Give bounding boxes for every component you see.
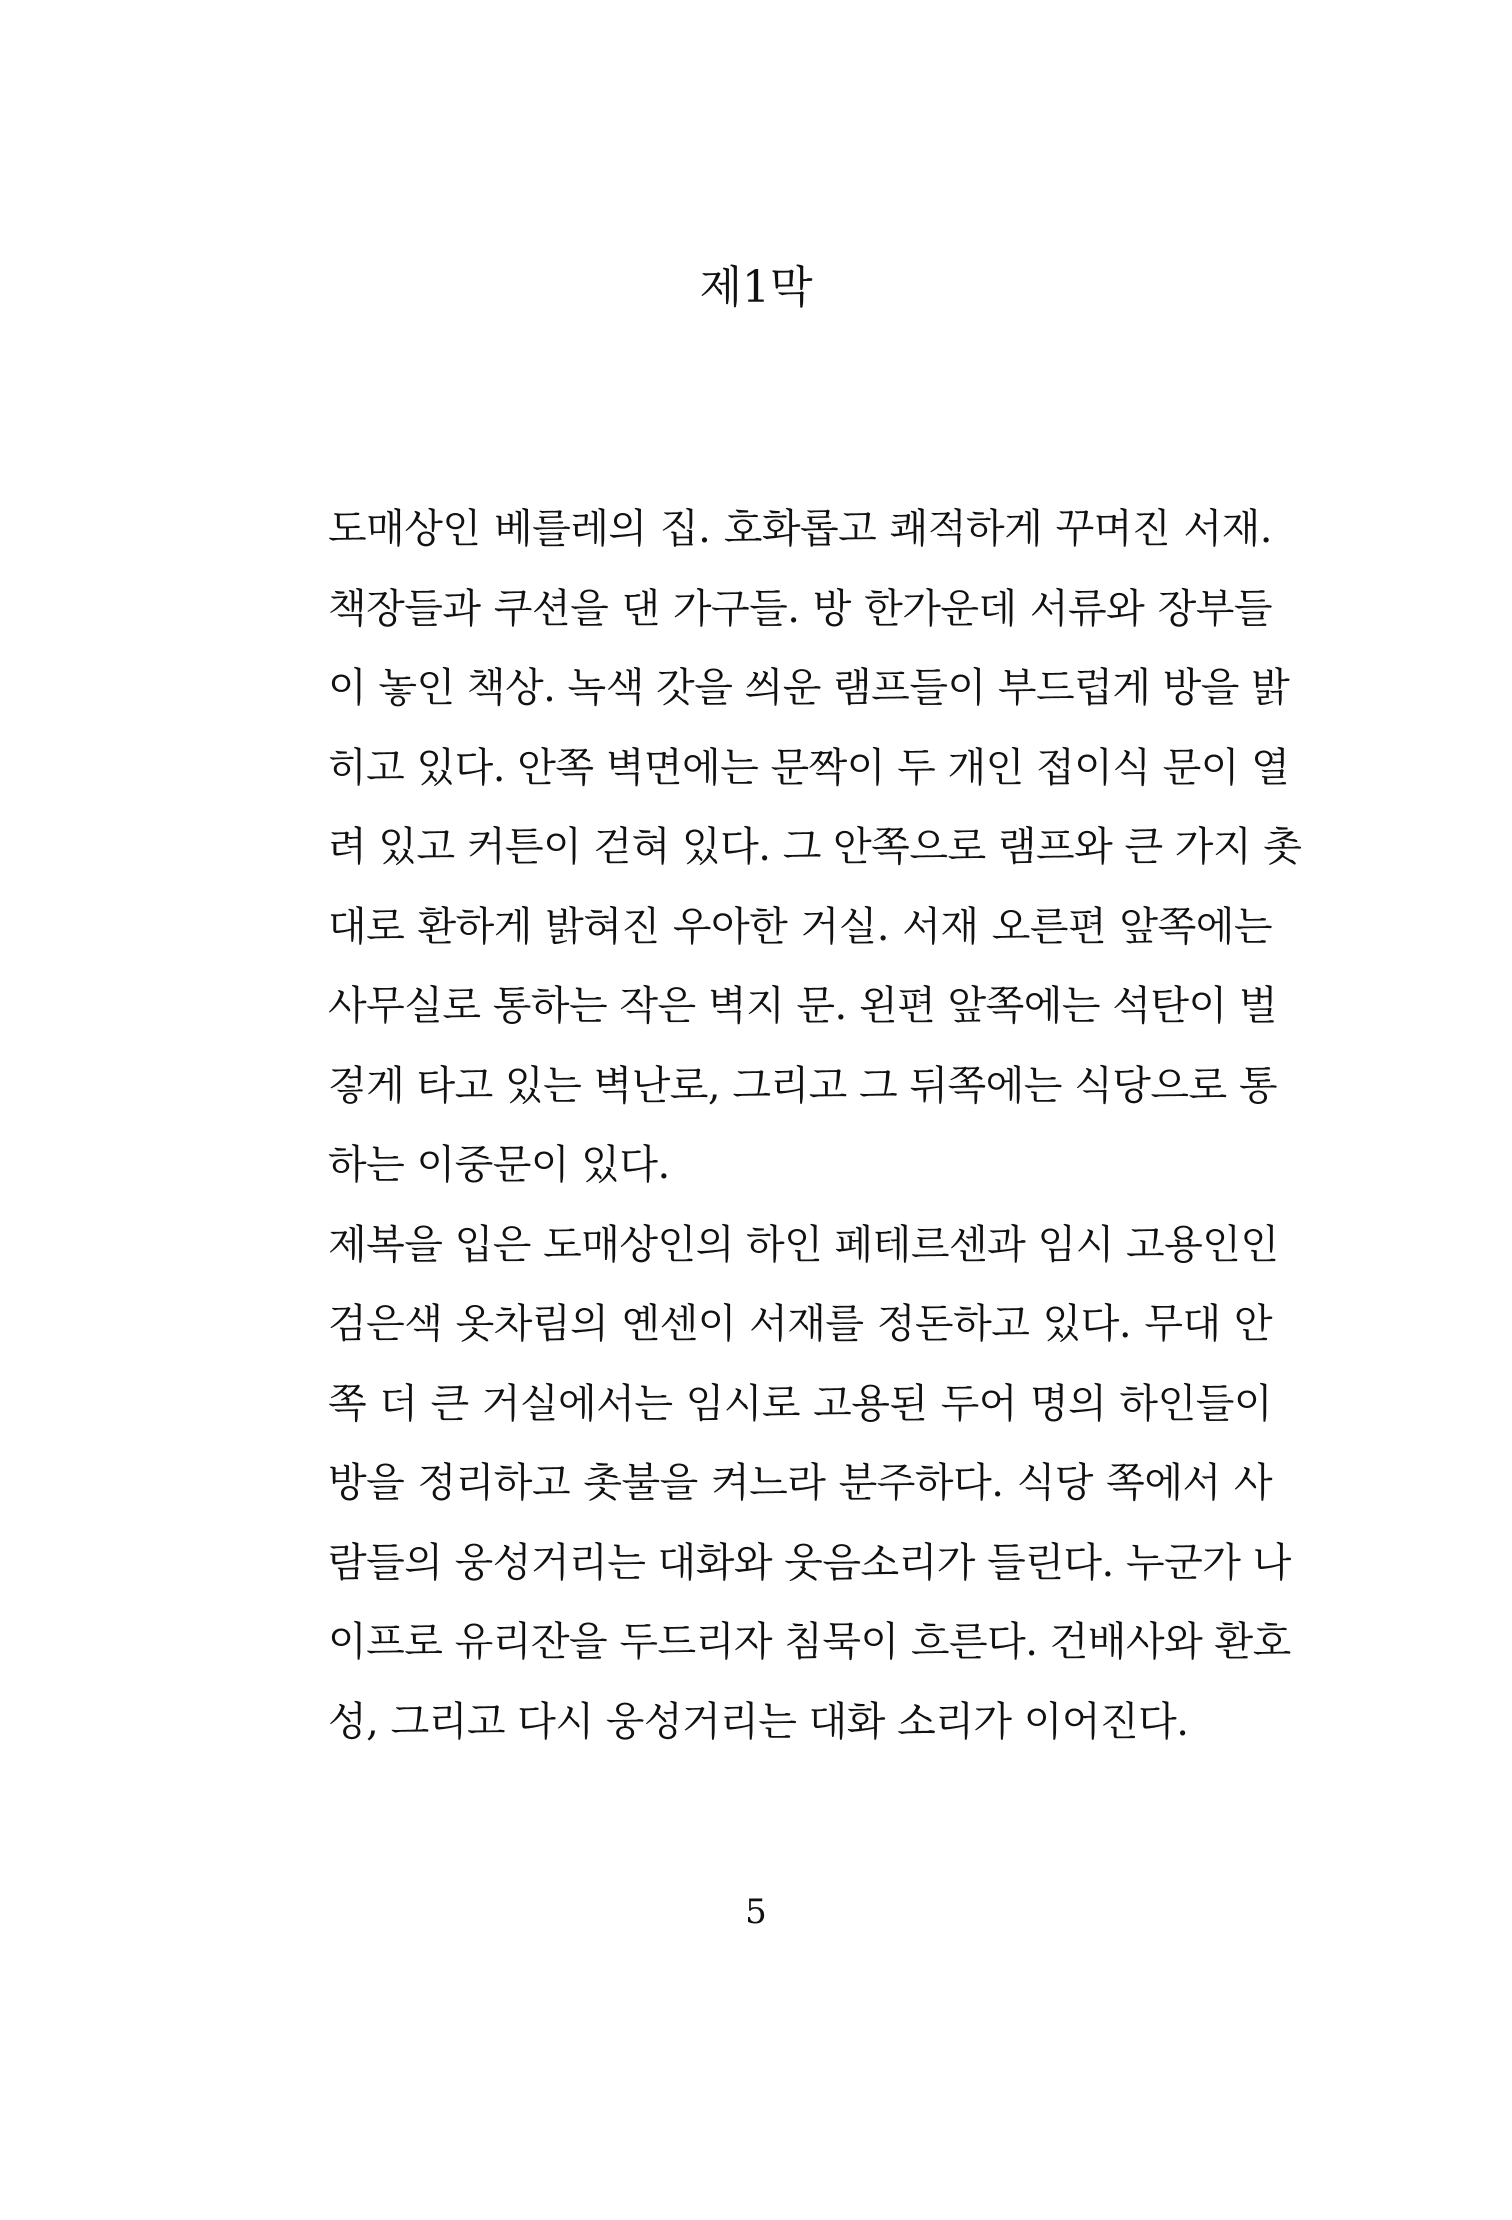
text-line: 대로 환하게 밝혀진 우아한 거실. 서재 오른편 앞쪽에는 — [328, 903, 1272, 950]
page-number: 5 — [745, 1892, 767, 1932]
text-line: 이 놓인 책상. 녹색 갓을 씌운 램프들이 부드럽게 방을 밝 — [328, 665, 1290, 711]
text-line: 람들의 웅성거리는 대화와 웃음소리가 들린다. 누군가 나 — [328, 1539, 1291, 1586]
text-line: 검은색 옷차림의 옌센이 서재를 정돈하고 있다. 무대 안 — [328, 1301, 1272, 1347]
text-line: 방을 정리하고 촛불을 켜느라 분주하다. 식당 쪽에서 사 — [328, 1460, 1272, 1506]
text-line: 이프로 유리잔을 두드리자 침묵이 흐른다. 건배사와 환호 — [328, 1619, 1291, 1665]
body-text — [328, 490, 1302, 1762]
text-line: 겋게 타고 있는 벽난로, 그리고 그 뒤쪽에는 식당으로 통 — [328, 1062, 1278, 1109]
text-line: 사무실로 통하는 작은 벽지 문. 왼편 앞쪽에는 석탄이 벌 — [328, 983, 1278, 1029]
paragraph-stage-setting — [328, 490, 1302, 1206]
text-line: 하는 이중문이 있다. — [328, 1142, 670, 1188]
text-line: 히고 있다. 안쪽 벽면에는 문짝이 두 개인 접이식 문이 열 — [328, 744, 1290, 791]
text-line: 려 있고 커튼이 걷혀 있다. 그 안쪽으로 램프와 큰 가지 촛 — [328, 824, 1302, 870]
text-line: 책장들과 쿠션을 댄 가구들. 방 한가운데 서류와 장부들 — [328, 585, 1272, 632]
text-line: 도매상인 베를레의 집. 호화롭고 쾌적하게 꾸며진 서재. — [328, 506, 1272, 552]
paragraph-stage-action — [328, 1206, 1291, 1763]
text-line: 쪽 더 큰 거실에서는 임시로 고용된 두어 명의 하인들이 — [328, 1380, 1272, 1427]
text-line: 성, 그리고 다시 웅성거리는 대화 소리가 이어진다. — [328, 1698, 1189, 1745]
text-line: 제복을 입은 도매상인의 하인 페테르센과 임시 고용인인 — [328, 1221, 1279, 1268]
chapter-title: 제1막 — [699, 262, 813, 313]
